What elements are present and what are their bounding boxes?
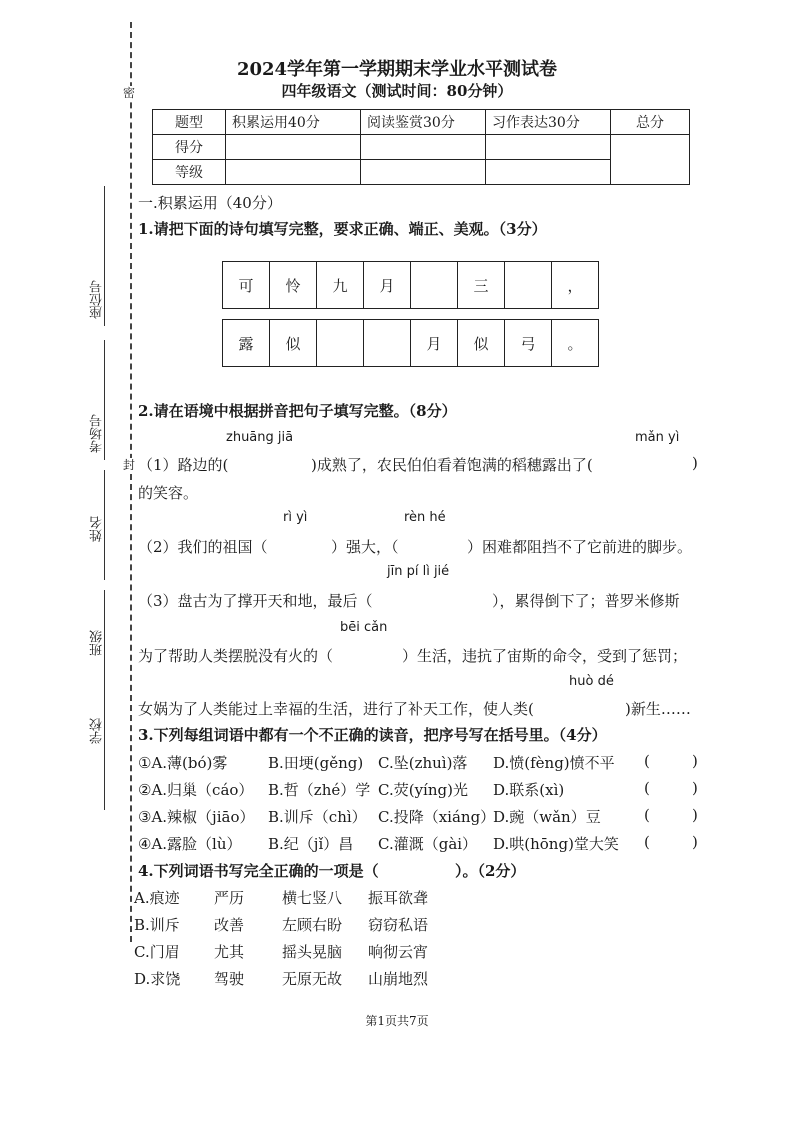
q2-p3-text-a: （3）盘古为了撑开天和地，最后（ [138, 592, 373, 610]
grade-cell-reading[interactable] [361, 160, 486, 185]
school-field[interactable] [88, 700, 112, 810]
q3-option-b: B.纪（jǐ）昌 [268, 835, 354, 853]
poem-cell: 露 [223, 320, 270, 366]
q4-word: 振耳欲聋 [368, 889, 429, 907]
q3-option-a: ④A.露脸（lù） [138, 835, 242, 853]
q2-p3-text-f: )新生…… [625, 700, 691, 718]
q3-answer-open: ( [644, 752, 650, 770]
q3-option-a: ②A.归巢（cáo） [138, 781, 254, 799]
exam-room-label: 考场号 [90, 414, 105, 453]
q2-p3-text-e: 女娲为了人类能过上幸福的生活，进行了补天工作，使人类( [138, 700, 534, 718]
poem-cell: 月 [364, 262, 411, 308]
q3-option-c: C.坠(zhuì)落 [378, 754, 468, 772]
q4-word: 窃窃私语 [368, 916, 429, 934]
q4-prompt: 4.下列词语书写完全正确的一项是（ [138, 862, 379, 880]
q3-answer-open: ( [644, 833, 650, 851]
poem-blank-cell[interactable] [411, 262, 458, 308]
seat-number-field[interactable] [88, 186, 112, 326]
q3-option-b: B.哲（zhé）学 [268, 781, 371, 799]
name-label: 姓名 [90, 516, 105, 542]
q2-p1-text-c: ) [692, 454, 698, 472]
q4-word: C.门眉 [134, 943, 180, 961]
q4-word: 无原无故 [282, 970, 343, 988]
pinyin-beican: bēi cǎn [340, 620, 388, 635]
q3-option-d: D.联系(xì) [493, 781, 565, 799]
poem-row-1 [222, 261, 599, 309]
poem-cell: 弓 [505, 320, 552, 366]
score-table [152, 109, 690, 185]
q4-word: 严历 [214, 889, 245, 907]
row-label-score: 得分 [153, 135, 226, 160]
q2-p3-text-b: ），累得倒下了；普罗米修斯 [492, 592, 680, 610]
q4-word: 尤其 [214, 943, 245, 961]
poem-blank-cell[interactable] [364, 320, 411, 366]
poem-cell: 可 [223, 262, 270, 308]
score-cell-total[interactable] [611, 135, 690, 185]
q4-word: 改善 [214, 916, 245, 934]
exam-room-field[interactable] [88, 340, 112, 460]
seat-number-label: 座位号 [90, 280, 105, 319]
poem-cell: 九 [317, 262, 364, 308]
exam-subtitle: 四年级语文（测试时间：80分钟） [281, 82, 513, 100]
row-label-type: 题型 [153, 110, 226, 135]
q3-option-c: C.灌溉（gài） [378, 835, 478, 853]
q4-word: 响彻云宵 [368, 943, 429, 961]
q4-word: D.求饶 [134, 970, 181, 988]
q2-p1-text-b: )成熟了，农民伯伯看着饱满的稻穗露出了( [311, 456, 593, 474]
q1-prompt: 1.请把下面的诗句填写完整，要求正确、端正、美观。（3分） [138, 220, 547, 238]
seal-char-mi: 密 [123, 86, 136, 100]
q2-p2-text-a: （2）我们的祖国（ [138, 538, 268, 556]
poem-cell: 三 [458, 262, 505, 308]
school-label: 学校 [90, 718, 105, 744]
q3-option-a: ③A.辣椒（jiāo） [138, 808, 255, 826]
exam-title: 2024学年第一学期期末学业水平测试卷 [236, 59, 558, 80]
col-accumulation: 积累运用40分 [226, 110, 361, 135]
q3-option-b: B.田埂(gěng) [268, 754, 364, 772]
q2-p3-text-c: 为了帮助人类摆脱没有火的（ [138, 647, 334, 665]
q2-p2-text-b: ）强大，（ [331, 538, 399, 556]
class-field[interactable] [88, 590, 112, 700]
section1-title: 一.积累运用（40分） [138, 194, 282, 212]
row-label-grade: 等级 [153, 160, 226, 185]
q3-answer-close: ) [692, 806, 698, 824]
q3-option-c: C.投降（xiáng） [378, 808, 496, 826]
seal-char-feng: 封 [123, 458, 136, 472]
q3-answer-open: ( [644, 779, 650, 797]
pinyin-zhuangjia: zhuāng jiā [226, 430, 294, 445]
col-writing: 习作表达30分 [486, 110, 611, 135]
q4-word: B.训斥 [134, 916, 180, 934]
col-reading: 阅读鉴赏30分 [361, 110, 486, 135]
q4-word: A.痕迹 [134, 889, 180, 907]
binding-cut-line [130, 22, 132, 942]
q3-answer-close: ) [692, 752, 698, 770]
poem-cell: 似 [270, 320, 317, 366]
pinyin-renhe: rèn hé [404, 510, 446, 525]
q3-prompt: 3.下列每组词语中都有一个不正确的读音，把序号写在括号里。（4分） [138, 726, 607, 744]
poem-cell: ， [567, 276, 583, 295]
q2-p3-text-d: ）生活，违抗了宙斯的命令，受到了惩罚； [402, 647, 688, 665]
grade-cell-accumulation[interactable] [226, 160, 361, 185]
poem-cell: 。 [567, 334, 583, 353]
q3-option-c: C.荧(yíng)光 [378, 781, 468, 799]
q3-option-a: ①A.薄(bó)雾 [138, 754, 228, 772]
page-number: 第1页共7页 [365, 1014, 429, 1028]
grade-cell-writing[interactable] [486, 160, 611, 185]
poem-cell: 似 [458, 320, 505, 366]
q3-option-d: D.豌（wǎn）豆 [493, 808, 601, 826]
score-cell-accumulation[interactable] [226, 135, 361, 160]
poem-cell: 月 [411, 320, 458, 366]
q4-word: 驾驶 [214, 970, 245, 988]
score-cell-reading[interactable] [361, 135, 486, 160]
poem-cell: 怜 [270, 262, 317, 308]
class-label: 班级 [90, 630, 105, 656]
name-field[interactable] [88, 470, 112, 580]
pinyin-jinpilijie: jīn pí lì jié [387, 564, 450, 579]
q2-p1-text-d: 的笑容。 [138, 484, 199, 502]
pinyin-riyi: rì yì [283, 510, 308, 525]
score-cell-writing[interactable] [486, 135, 611, 160]
pinyin-huode: huò dé [569, 674, 614, 689]
q2-prompt: 2.请在语境中根据拼音把句子填写完整。（8分） [138, 402, 457, 420]
q4-word: 左顾右盼 [282, 916, 343, 934]
q4-prompt-end: ）。（2分） [455, 862, 526, 880]
q4-word: 横七竖八 [282, 889, 343, 907]
q3-option-d: D.愤(fèng)愤不平 [493, 754, 615, 772]
q3-answer-close: ) [692, 833, 698, 851]
q4-word: 摇头晃脑 [282, 943, 343, 961]
q2-p2-text-c: ）困难都阻挡不了它前进的脚步。 [467, 538, 693, 556]
q3-answer-close: ) [692, 779, 698, 797]
poem-row-2 [222, 319, 599, 367]
pinyin-manyi: mǎn yì [635, 430, 680, 445]
q2-p1-text-a: （1）路边的( [138, 456, 229, 474]
q3-option-d: D.哄(hōng)堂大笑 [493, 835, 619, 853]
q4-word: 山崩地烈 [368, 970, 429, 988]
poem-blank-cell[interactable] [505, 262, 552, 308]
q3-answer-open: ( [644, 806, 650, 824]
poem-blank-cell[interactable] [317, 320, 364, 366]
col-total: 总分 [611, 110, 690, 135]
q3-option-b: B.训斥（chì） [268, 808, 367, 826]
